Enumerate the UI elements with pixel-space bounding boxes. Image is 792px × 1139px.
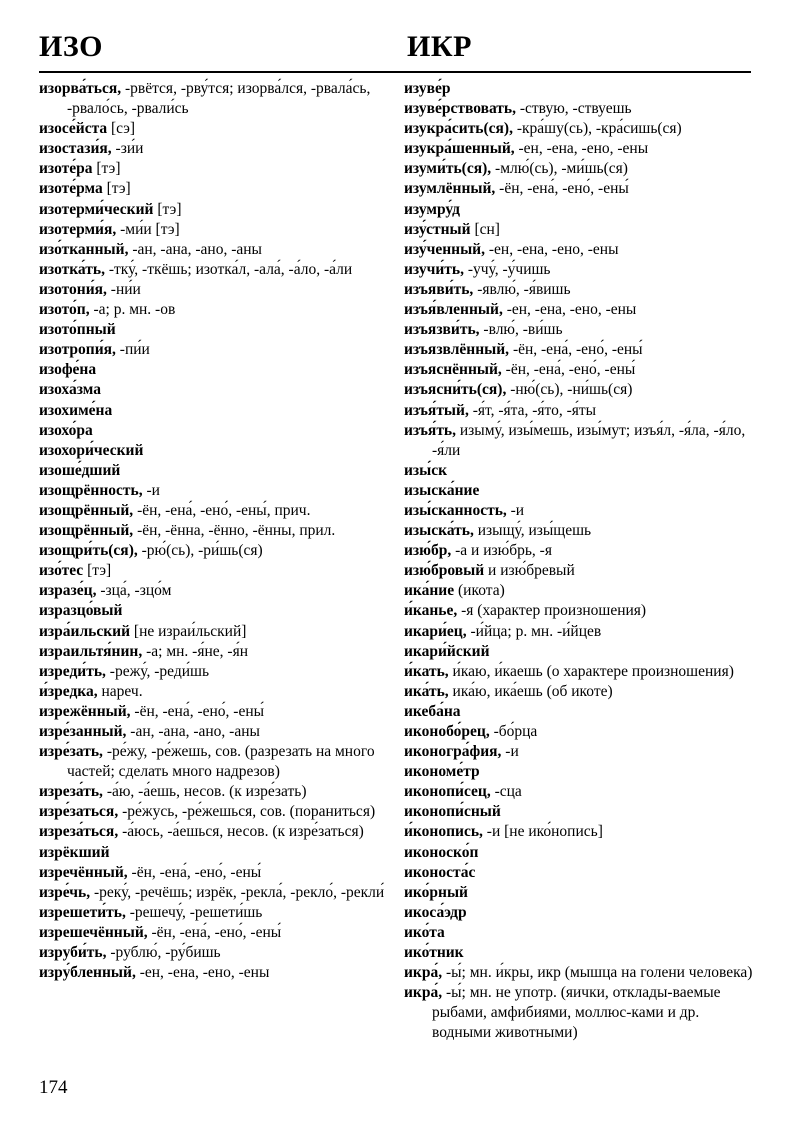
dictionary-entry bbox=[404, 260, 754, 280]
dictionary-entry bbox=[39, 421, 395, 441]
entry-forms: (икота) bbox=[454, 582, 505, 600]
entry-forms: и́каю, и́каешь (о характере произношения) bbox=[448, 662, 734, 680]
entry-forms: -и bbox=[501, 743, 519, 761]
dictionary-entry bbox=[39, 79, 395, 119]
dictionary-entry bbox=[404, 401, 754, 421]
entry-forms: -сца bbox=[490, 783, 522, 801]
entry-headword: изреди́ть, bbox=[39, 662, 106, 680]
header-left-guide: ИЗО bbox=[39, 30, 104, 63]
dictionary-entry bbox=[39, 260, 395, 280]
entry-headword: ико́рный bbox=[404, 883, 468, 901]
entry-headword: изохо́ра bbox=[39, 421, 93, 439]
dictionary-entry bbox=[404, 702, 754, 722]
entry-forms: -рю́(сь), -ри́шь(ся) bbox=[137, 542, 263, 560]
dictionary-entry bbox=[404, 822, 754, 842]
entry-headword: изъяви́ть, bbox=[404, 280, 474, 298]
entry-forms: [сэ] bbox=[107, 120, 136, 138]
dictionary-entry bbox=[404, 682, 754, 702]
entry-headword: изо́тес bbox=[39, 562, 84, 580]
entry-forms: -ён, -ена́, -ено́, -ены́ bbox=[127, 863, 262, 881]
entry-forms: -ми́и [тэ] bbox=[116, 220, 180, 238]
entry-headword: израильтя́нин, bbox=[39, 642, 143, 660]
dictionary-entry bbox=[404, 963, 754, 983]
entry-headword: изуве́рствовать, bbox=[404, 100, 516, 118]
entry-headword: изоте́рма bbox=[39, 180, 103, 198]
dictionary-entry bbox=[39, 139, 395, 159]
entry-headword: изотропи́я, bbox=[39, 341, 116, 359]
entry-forms: -я (характер произношения) bbox=[457, 602, 647, 620]
entry-headword: изукра́сить(ся), bbox=[404, 120, 513, 138]
entry-forms: -и́йца; р. мн. -и́йцев bbox=[466, 622, 602, 640]
dictionary-entry bbox=[39, 380, 395, 400]
entry-forms: -рвётся, -рву́тся; изорва́лся, -рвала́сь, -рвало́сь, -рвали́сь bbox=[67, 80, 371, 118]
dictionary-entry bbox=[39, 702, 395, 722]
entry-forms: -пи́и bbox=[115, 341, 150, 359]
entry-forms: -тку́, -ткёшь; изотка́л, -ала́, -а́ло, -а́ли bbox=[104, 260, 353, 278]
entry-headword: изрежённый, bbox=[39, 702, 131, 720]
dictionary-entry bbox=[39, 561, 395, 581]
entry-forms: нареч. bbox=[97, 682, 143, 700]
entry-forms: -ён, -ённа, -ённо, -ённы, прил. bbox=[133, 522, 336, 540]
dictionary-entry bbox=[39, 461, 395, 481]
entry-forms: -кра́шу(сь), -кра́сишь(ся) bbox=[512, 120, 682, 138]
entry-forms: -а и изю́брь, -я bbox=[451, 542, 552, 560]
entry-forms: -а; р. мн. -ов bbox=[89, 301, 176, 319]
entry-forms: -явлю́, -я́вишь bbox=[473, 280, 571, 298]
dictionary-entry bbox=[404, 883, 754, 903]
entry-forms: -ни́и bbox=[106, 280, 141, 298]
entry-forms: -и [не ико́нопись] bbox=[482, 823, 603, 841]
dictionary-entry bbox=[39, 601, 395, 621]
dictionary-entry bbox=[404, 139, 754, 159]
entry-headword: изы́ск bbox=[404, 461, 448, 479]
entry-headword: изоше́дший bbox=[39, 461, 121, 479]
entry-forms: -ствую, -ствуешь bbox=[515, 100, 632, 118]
entry-forms: -решечу́, -решети́шь bbox=[125, 903, 263, 921]
dictionary-entry bbox=[404, 99, 754, 119]
entry-headword: ика́ть, bbox=[404, 682, 449, 700]
entry-headword: иконопи́сный bbox=[404, 803, 501, 821]
entry-forms: -ен, -ена, -ено, -ены bbox=[135, 964, 270, 982]
entry-headword: изъяснённый, bbox=[404, 361, 502, 379]
dictionary-entry bbox=[404, 521, 754, 541]
entry-forms: и изю́бревый bbox=[484, 562, 575, 580]
entry-headword: изумлённый, bbox=[404, 180, 496, 198]
entry-headword: ика́ние bbox=[404, 582, 455, 600]
entry-headword: изощри́ть(ся), bbox=[39, 542, 138, 560]
entry-headword: икари́йский bbox=[404, 642, 490, 660]
dictionary-entry bbox=[39, 843, 395, 863]
entry-forms: [не израи́льский] bbox=[130, 622, 247, 640]
entry-forms: -ан, -ана, -ано, -аны bbox=[126, 723, 260, 740]
entry-headword: изото́пный bbox=[39, 321, 116, 339]
dictionary-entry bbox=[39, 883, 395, 903]
dictionary-entry bbox=[39, 179, 395, 199]
entry-forms: -а́юсь, -а́ешься, несов. (к изре́заться) bbox=[118, 823, 364, 841]
entry-headword: изреза́ть, bbox=[39, 783, 103, 801]
dictionary-entry bbox=[39, 240, 395, 260]
entry-headword: изумру́д bbox=[404, 200, 460, 218]
entry-forms: -а́ю, -а́ешь, несов. (к изре́зать) bbox=[102, 783, 307, 801]
entry-headword: изото́п, bbox=[39, 301, 90, 319]
entry-headword: и́канье, bbox=[404, 602, 458, 620]
entry-headword: иконопи́сец, bbox=[404, 783, 491, 801]
entry-forms: -зи́и bbox=[111, 140, 144, 158]
entry-forms: -ы́; мн. и́кры, икр (мышца на голени человека) bbox=[442, 964, 753, 982]
dictionary-entry bbox=[39, 642, 395, 662]
entry-forms: ика́ю, ика́ешь (об икоте) bbox=[448, 682, 613, 700]
dictionary-entry bbox=[404, 762, 754, 782]
dictionary-entry bbox=[404, 300, 754, 320]
entry-headword: изощрённость, bbox=[39, 481, 143, 499]
entry-headword: изучи́ть, bbox=[404, 260, 464, 278]
entry-headword: изречённый, bbox=[39, 863, 128, 881]
entry-headword: изре́чь, bbox=[39, 883, 91, 901]
entry-forms: [тэ] bbox=[102, 180, 131, 198]
dictionary-entry bbox=[404, 863, 754, 883]
dictionary-entry bbox=[39, 581, 395, 601]
entry-forms: изыму́, изы́мешь, изы́мут; изъя́л, -я́ла, -я́ло, -я́ли bbox=[432, 421, 746, 459]
dictionary-entry bbox=[39, 220, 395, 240]
dictionary-entry bbox=[404, 622, 754, 642]
entry-headword: изъя́ть, bbox=[404, 421, 457, 439]
entry-headword: изреза́ться, bbox=[39, 823, 119, 841]
entry-headword: изразе́ц, bbox=[39, 582, 97, 600]
entry-headword: изосе́йста bbox=[39, 120, 108, 138]
header-right-guide: ИКР bbox=[407, 30, 472, 63]
entry-headword: изуве́р bbox=[404, 80, 451, 97]
dictionary-entry bbox=[404, 662, 754, 682]
entry-headword: иконоско́п bbox=[404, 843, 479, 861]
entry-forms: -ре́жу, -ре́жешь, сов. (разрезать на много частей; сделать много надрезов) bbox=[67, 743, 375, 781]
entry-headword: икари́ец, bbox=[404, 622, 467, 640]
dictionary-entry bbox=[404, 240, 754, 260]
entry-headword: изъя́вленный, bbox=[404, 301, 503, 319]
entry-forms: -рублю́, -ру́бишь bbox=[106, 944, 221, 962]
dictionary-entry bbox=[39, 401, 395, 421]
entry-forms: -ён, -ена́, -ено́, -ены́ bbox=[501, 361, 636, 379]
running-header bbox=[39, 30, 751, 70]
dictionary-entry bbox=[39, 662, 395, 682]
dictionary-entry bbox=[404, 642, 754, 662]
right-column bbox=[404, 79, 754, 1044]
entry-headword: изохори́ческий bbox=[39, 441, 144, 459]
dictionary-entry bbox=[404, 561, 754, 581]
entry-forms: -бо́рца bbox=[489, 723, 538, 740]
dictionary-entry bbox=[404, 722, 754, 742]
entry-headword: изю́бровый bbox=[404, 562, 485, 580]
entry-headword: изофе́на bbox=[39, 361, 97, 379]
entry-headword: изохиме́на bbox=[39, 401, 113, 419]
entry-forms: -режу́, -реди́шь bbox=[105, 662, 210, 680]
entry-headword: изостази́я, bbox=[39, 140, 112, 158]
dictionary-entry bbox=[404, 159, 754, 179]
entry-headword: изре́заться, bbox=[39, 803, 119, 821]
dictionary-entry bbox=[404, 360, 754, 380]
entry-headword: изукра́шенный, bbox=[404, 140, 515, 158]
entry-forms: -ён, -ена́, -ено́, -ены́ bbox=[495, 180, 629, 198]
entry-forms: -реку́, -речёшь; изрёк, -рекла́, -рекло́, -рекли́ bbox=[90, 883, 385, 901]
entry-headword: иконогра́фия, bbox=[404, 743, 502, 761]
dictionary-entry bbox=[39, 742, 395, 782]
dictionary-entry bbox=[404, 320, 754, 340]
dictionary-entry bbox=[404, 340, 754, 360]
entry-headword: икра́, bbox=[404, 984, 443, 1002]
dictionary-entry bbox=[404, 843, 754, 863]
dictionary-entry bbox=[404, 481, 754, 501]
entry-headword: изотерми́я, bbox=[39, 220, 117, 238]
entry-headword: изрешечённый, bbox=[39, 923, 148, 941]
dictionary-entry bbox=[39, 441, 395, 461]
entry-headword: икономе́тр bbox=[404, 763, 480, 781]
dictionary-entry bbox=[39, 119, 395, 139]
entry-headword: икеба́на bbox=[404, 702, 461, 720]
dictionary-entry bbox=[39, 521, 395, 541]
entry-forms: -и bbox=[506, 501, 525, 519]
left-column bbox=[39, 79, 395, 983]
entry-forms: [сн] bbox=[470, 220, 500, 238]
dictionary-entry bbox=[404, 541, 754, 561]
dictionary-entry bbox=[39, 320, 395, 340]
entry-forms: -и bbox=[142, 481, 160, 499]
dictionary-entry bbox=[39, 200, 395, 220]
dictionary-entry bbox=[39, 963, 395, 983]
entry-forms: -ы́; мн. не употр. (яички, отклады-ваемые рыбами, амфибиями, моллюс-ками и др. водными животными) bbox=[432, 984, 721, 1042]
entry-forms: -ён, -ена́, -ено́, -ены́, прич. bbox=[133, 501, 311, 519]
entry-headword: изра́ильский bbox=[39, 622, 131, 640]
entry-headword: изъязвлённый, bbox=[404, 341, 510, 359]
entry-headword: изоха́зма bbox=[39, 381, 101, 399]
entry-headword: изу́стный bbox=[404, 220, 471, 238]
entry-forms: -я́т, -я́та, -я́то, -я́ты bbox=[468, 401, 597, 419]
entry-forms: -влю́, -ви́шь bbox=[479, 321, 563, 339]
entry-headword: изу́ченный, bbox=[404, 240, 485, 258]
header-rule bbox=[39, 71, 751, 73]
entry-headword: ико́та bbox=[404, 923, 445, 941]
entry-headword: изъясни́ть(ся), bbox=[404, 381, 507, 399]
dictionary-entry bbox=[39, 722, 395, 742]
dictionary-entry bbox=[404, 923, 754, 943]
dictionary-entry bbox=[404, 742, 754, 762]
dictionary-entry bbox=[39, 822, 395, 842]
dictionary-entry bbox=[39, 943, 395, 963]
entry-forms: [тэ] bbox=[153, 200, 182, 218]
entry-headword: икра́, bbox=[404, 964, 443, 982]
dictionary-entry bbox=[404, 983, 754, 1043]
dictionary-entry bbox=[404, 903, 754, 923]
dictionary-entry bbox=[39, 159, 395, 179]
dictionary-entry bbox=[404, 179, 754, 199]
entry-forms: [тэ] bbox=[83, 562, 112, 580]
entry-headword: изощрённый, bbox=[39, 501, 134, 519]
dictionary-entry bbox=[404, 501, 754, 521]
dictionary-entry bbox=[39, 280, 395, 300]
dictionary-entry bbox=[39, 782, 395, 802]
dictionary-entry bbox=[39, 802, 395, 822]
entry-forms: -млю́(сь), -ми́шь(ся) bbox=[491, 160, 628, 178]
dictionary-entry bbox=[404, 581, 754, 601]
dictionary-entry bbox=[39, 682, 395, 702]
entry-headword: изразцо́вый bbox=[39, 602, 123, 620]
dictionary-entry bbox=[404, 79, 754, 99]
entry-forms: -ре́жусь, -ре́жешься, сов. (пораниться) bbox=[118, 803, 376, 821]
entry-forms: -учу́, -у́чишь bbox=[463, 260, 551, 278]
dictionary-entry bbox=[404, 220, 754, 240]
dictionary-entry bbox=[39, 300, 395, 320]
entry-forms: [тэ] bbox=[92, 160, 121, 178]
dictionary-entry bbox=[404, 380, 754, 400]
entry-forms: -ён, -ена́, -ено́, -ены́ bbox=[509, 341, 643, 359]
entry-forms: изыщу́, изы́щешь bbox=[473, 522, 592, 540]
dictionary-entry bbox=[39, 501, 395, 521]
entry-headword: изы́сканность, bbox=[404, 501, 507, 519]
dictionary-entry bbox=[39, 923, 395, 943]
dictionary-entry bbox=[404, 200, 754, 220]
dictionary-entry bbox=[39, 622, 395, 642]
entry-headword: и́зредка, bbox=[39, 682, 98, 700]
dictionary-entry bbox=[39, 481, 395, 501]
dictionary-entry bbox=[404, 943, 754, 963]
entry-forms: -ен, -ена, -ено, -ены bbox=[502, 301, 637, 319]
dictionary-entry bbox=[39, 541, 395, 561]
dictionary-entry bbox=[404, 280, 754, 300]
dictionary-entry bbox=[39, 863, 395, 883]
dictionary-entry bbox=[39, 360, 395, 380]
entry-headword: изо́тканный, bbox=[39, 240, 129, 258]
entry-headword: изыска́ние bbox=[404, 481, 480, 499]
entry-headword: изю́бр, bbox=[404, 542, 452, 560]
dictionary-entry bbox=[404, 461, 754, 481]
dictionary-entry bbox=[404, 802, 754, 822]
entry-forms: -зца́, -зцо́м bbox=[96, 582, 172, 600]
entry-headword: изрёкший bbox=[39, 843, 110, 861]
entry-headword: изотерми́ческий bbox=[39, 200, 154, 218]
entry-headword: изъя́тый, bbox=[404, 401, 469, 419]
entry-headword: изре́занный, bbox=[39, 723, 127, 740]
entry-headword: изру́бленный, bbox=[39, 964, 136, 982]
entry-headword: иконобо́рец, bbox=[404, 723, 490, 740]
entry-forms: -ен, -ена, -ено, -ены bbox=[484, 240, 619, 258]
entry-headword: изощрённый, bbox=[39, 522, 134, 540]
entry-forms: -ню́(сь), -ни́шь(ся) bbox=[506, 381, 633, 399]
entry-forms: -а; мн. -я́не, -я́н bbox=[142, 642, 248, 660]
page-number: 174 bbox=[39, 1077, 68, 1098]
entry-headword: изруби́ть, bbox=[39, 944, 107, 962]
entry-forms: -ен, -ена, -ено, -ены bbox=[514, 140, 649, 158]
entry-headword: и́кать, bbox=[404, 662, 449, 680]
entry-headword: иконоста́с bbox=[404, 863, 476, 881]
entry-forms: -ён, -ена́, -ено́, -ены́ bbox=[130, 702, 265, 720]
entry-headword: изре́зать, bbox=[39, 743, 103, 761]
entry-headword: изоте́ра bbox=[39, 160, 93, 178]
entry-forms: -ён, -ена́, -ено́, -ены́ bbox=[147, 923, 282, 941]
entry-headword: и́конопись, bbox=[404, 823, 483, 841]
entry-headword: икоса́эдр bbox=[404, 903, 467, 921]
dictionary-entry bbox=[404, 601, 754, 621]
entry-headword: изорва́ться, bbox=[39, 80, 122, 97]
entry-forms: -ан, -ана, -ано, -аны bbox=[128, 240, 262, 258]
entry-headword: изыска́ть, bbox=[404, 522, 474, 540]
dictionary-entry bbox=[404, 119, 754, 139]
entry-headword: изъязви́ть, bbox=[404, 321, 480, 339]
dictionary-entry bbox=[404, 782, 754, 802]
dictionary-entry bbox=[404, 421, 754, 461]
dictionary-entry bbox=[39, 340, 395, 360]
entry-headword: ико́тник bbox=[404, 944, 464, 962]
entry-headword: изотони́я, bbox=[39, 280, 107, 298]
entry-headword: изрешети́ть, bbox=[39, 903, 126, 921]
entry-headword: изотка́ть, bbox=[39, 260, 105, 278]
entry-headword: изуми́ть(ся), bbox=[404, 160, 492, 178]
dictionary-entry bbox=[39, 903, 395, 923]
